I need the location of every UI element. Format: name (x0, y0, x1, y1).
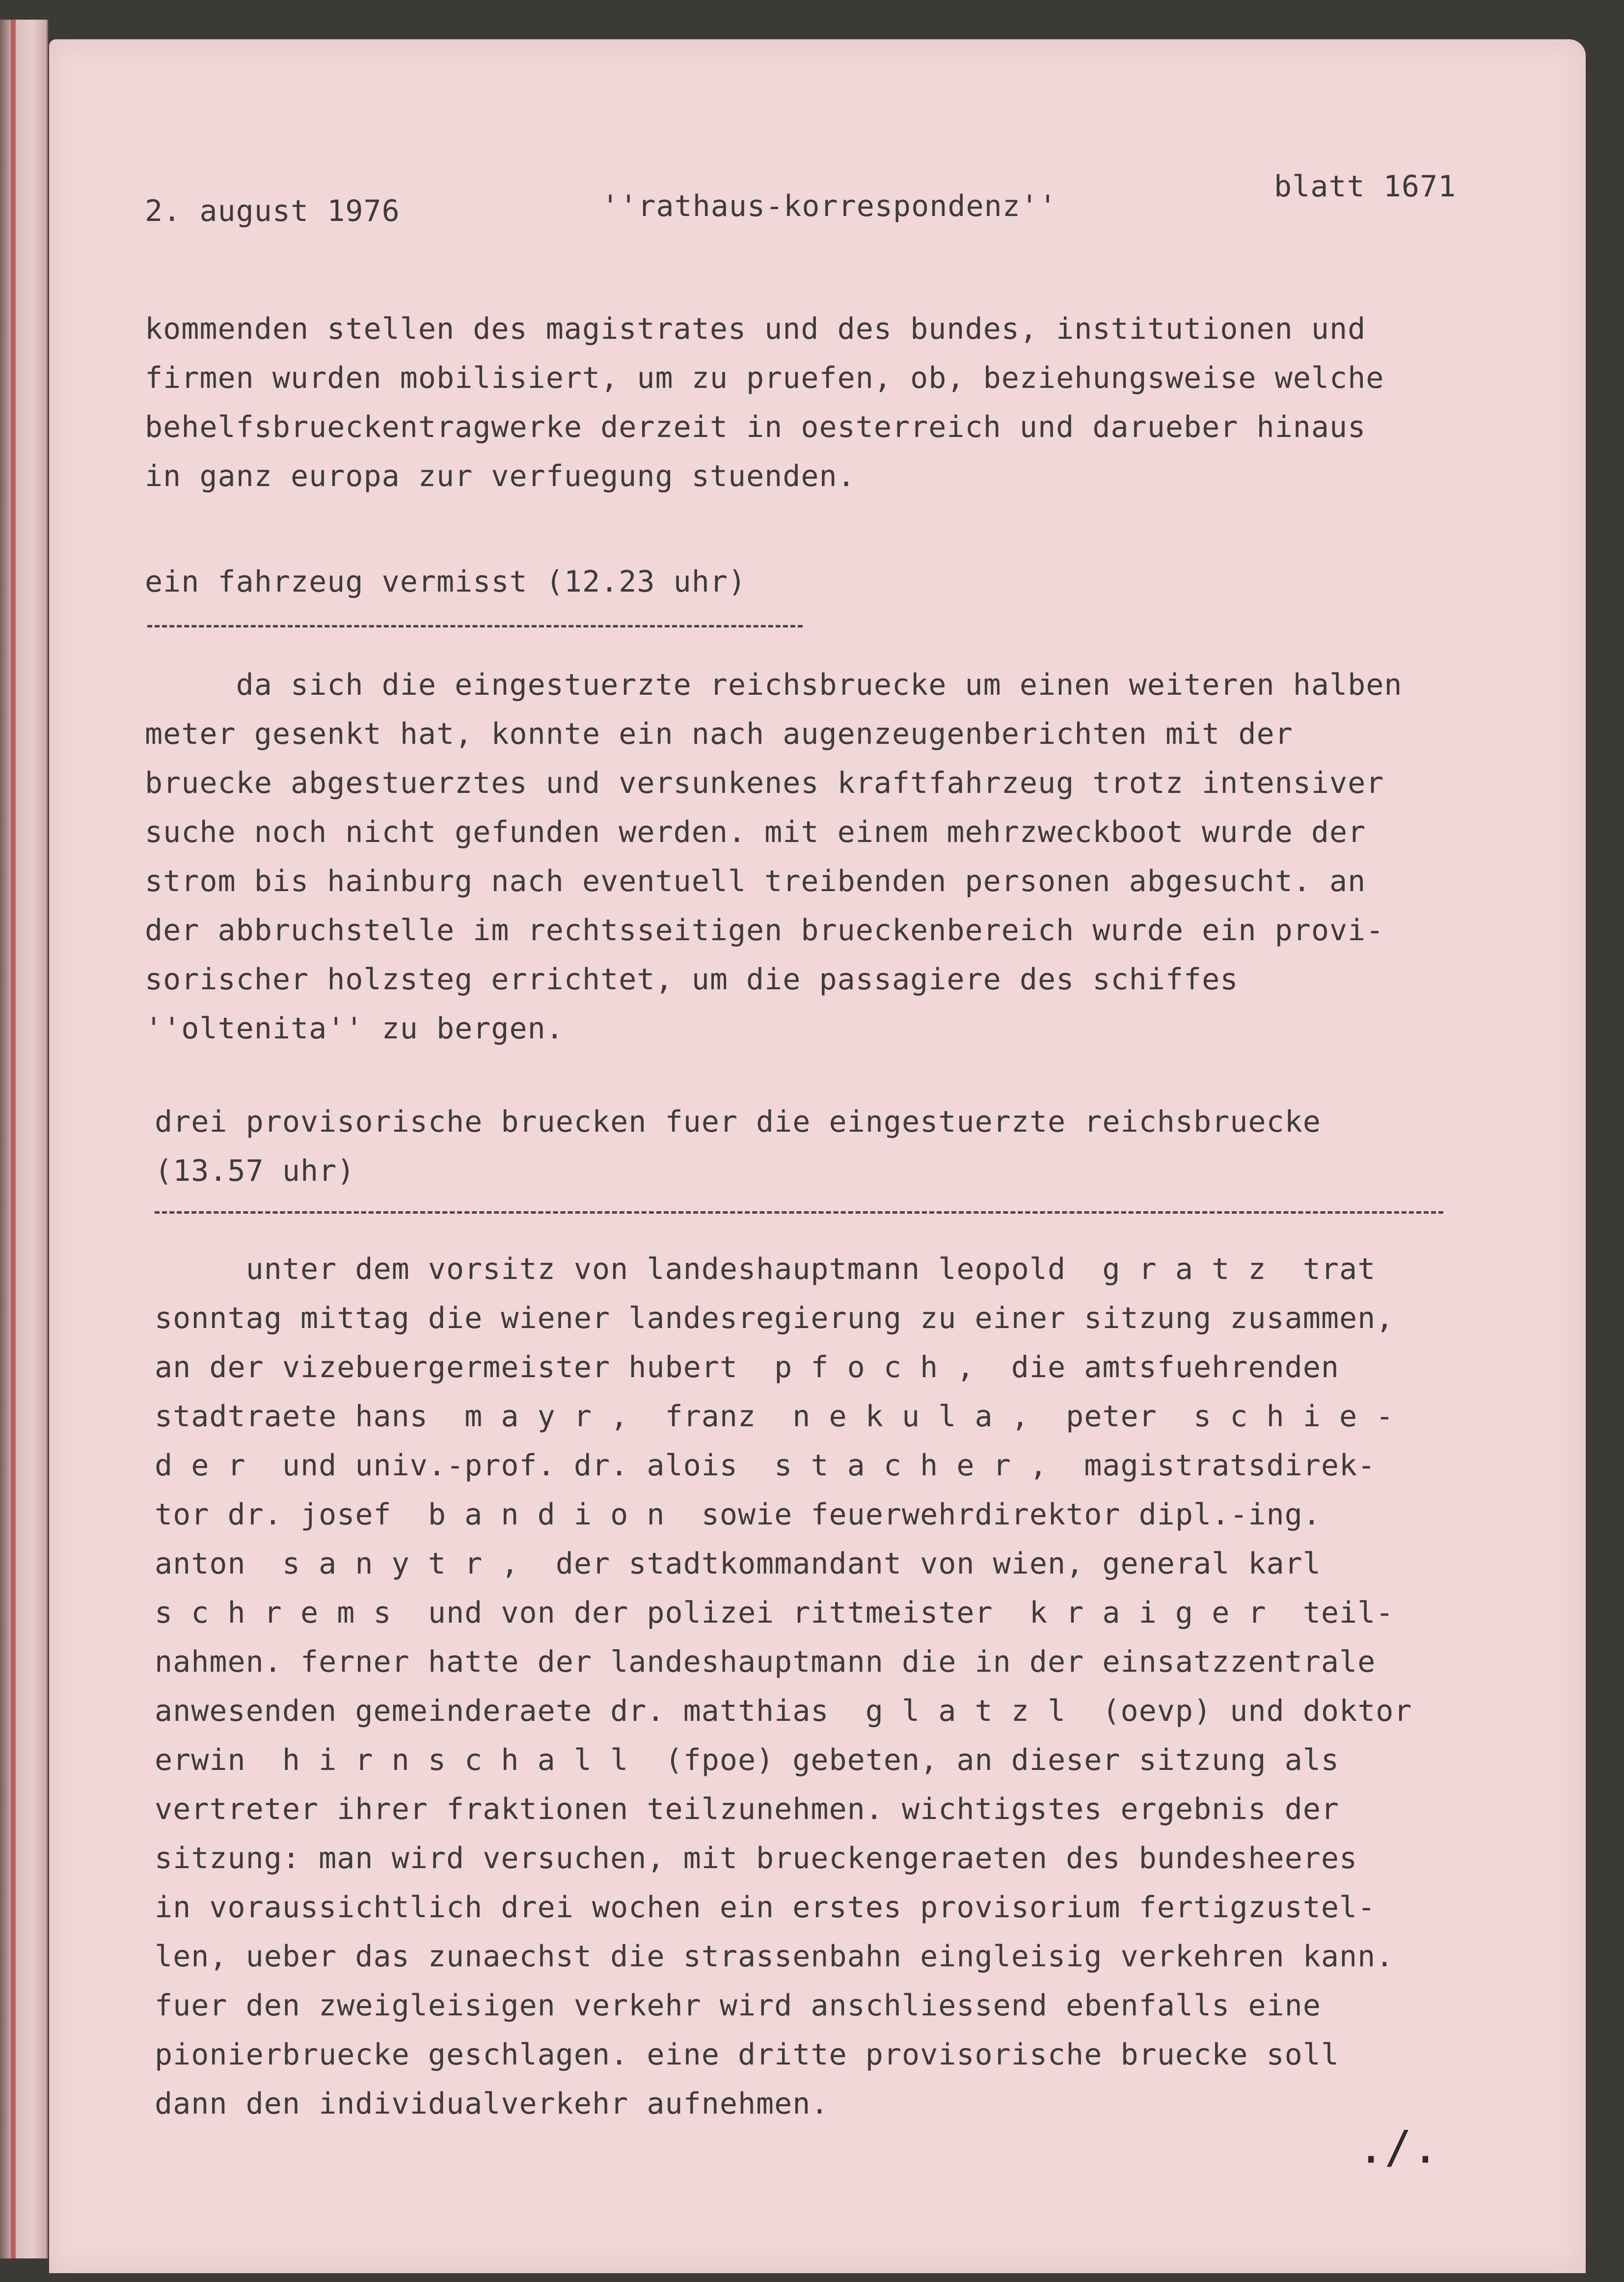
body-line: sonntag mittag die wiener landesregierung zu einer sitzung zusammen, (155, 1301, 1394, 1335)
continuation-mark: ./. (1357, 2121, 1439, 2173)
body-line: s c h r e m s und von der polizei rittmeister k r a i g e r teil- (155, 1596, 1394, 1630)
facing-page-edge (0, 20, 48, 2258)
document-page (49, 39, 1586, 2273)
section-heading-time: (13.57 uhr) (155, 1154, 355, 1188)
intro-line: firmen wurden mobilisiert, um zu pruefen, ob, beziehungsweise welche (145, 361, 1384, 395)
body-line: len, ueber das zunaechst die strassenbahn eingleisig verkehren kann. (155, 1939, 1394, 1974)
body-line: tor dr. josef b a n d i o n sowie feuerwehrdirektor dipl.-ing. (155, 1497, 1321, 1532)
body-line: sorischer holzsteg errichtet, um die passagiere des schiffes (145, 962, 1239, 997)
body-line: suche noch nicht gefunden werden. mit einem mehrzweckboot wurde der (145, 815, 1366, 849)
intro-line: kommenden stellen des magistrates und des bundes, institutionen und (145, 312, 1366, 346)
body-line: anton s a n y t r , der stadtkommandant von wien, general karl (155, 1547, 1321, 1581)
intro-line: behelfsbrueckentragwerke derzeit in oesterreich und darueber hinaus (145, 410, 1366, 444)
body-line: sitzung: man wird versuchen, mit brueckengeraeten des bundesheeres (155, 1841, 1358, 1875)
header-publication: ''rathaus-korrespondenz'' (601, 189, 1057, 223)
body-line: anwesenden gemeinderaete dr. matthias g l a t z l (oevp) und doktor (155, 1694, 1412, 1728)
body-line: nahmen. ferner hatte der landeshauptmann die in der einsatzzentrale (155, 1645, 1376, 1679)
section-heading: drei provisorische bruecken fuer die eingestuerzte reichsbruecke (155, 1105, 1321, 1139)
body-line: in voraussichtlich drei wochen ein erstes provisorium fertigzustel- (155, 1890, 1376, 1925)
body-line: d e r und univ.-prof. dr. alois s t a c h e r , magistratsdirek- (155, 1448, 1376, 1483)
body-line: meter gesenkt hat, konnte ein nach augenzeugenberichten mit der (145, 717, 1293, 751)
header-date: 2. august 1976 (145, 194, 400, 228)
header-sheet-number: blatt 1671 (1274, 169, 1457, 204)
section-heading: ein fahrzeug vermisst (12.23 uhr) (145, 565, 747, 599)
body-line: erwin h i r n s c h a l l (fpoe) gebeten, an dieser sitzung als (155, 1743, 1339, 1777)
body-line: strom bis hainburg nach eventuell treibenden personen abgesucht. an (145, 864, 1366, 898)
binding-stripe (11, 20, 16, 2258)
heading-underline (155, 1211, 1443, 1214)
body-line: dann den individualverkehr aufnehmen. (155, 2087, 829, 2121)
body-line: unter dem vorsitz von landeshauptmann leopold g r a t z trat (155, 1252, 1376, 1286)
body-line: fuer den zweigleisigen verkehr wird anschliessend ebenfalls eine (155, 1988, 1321, 2023)
body-line: ''oltenita'' zu bergen. (145, 1011, 564, 1046)
heading-underline (147, 625, 803, 627)
body-line: vertreter ihrer fraktionen teilzunehmen. wichtigstes ergebnis der (155, 1792, 1339, 1826)
intro-line: in ganz europa zur verfuegung stuenden. (145, 459, 856, 493)
body-line: an der vizebuergermeister hubert p f o c h , die amtsfuehrenden (155, 1350, 1339, 1385)
body-line: da sich die eingestuerzte reichsbruecke um einen weiteren halben (145, 668, 1403, 702)
body-line: pionierbruecke geschlagen. eine dritte provisorische bruecke soll (155, 2038, 1339, 2072)
body-line: bruecke abgestuerztes und versunkenes kraftfahrzeug trotz intensiver (145, 766, 1384, 800)
body-line: der abbruchstelle im rechtsseitigen brueckenbereich wurde ein provi- (145, 913, 1384, 948)
body-line: stadtraete hans m a y r , franz n e k u l a , peter s c h i e - (155, 1399, 1394, 1434)
